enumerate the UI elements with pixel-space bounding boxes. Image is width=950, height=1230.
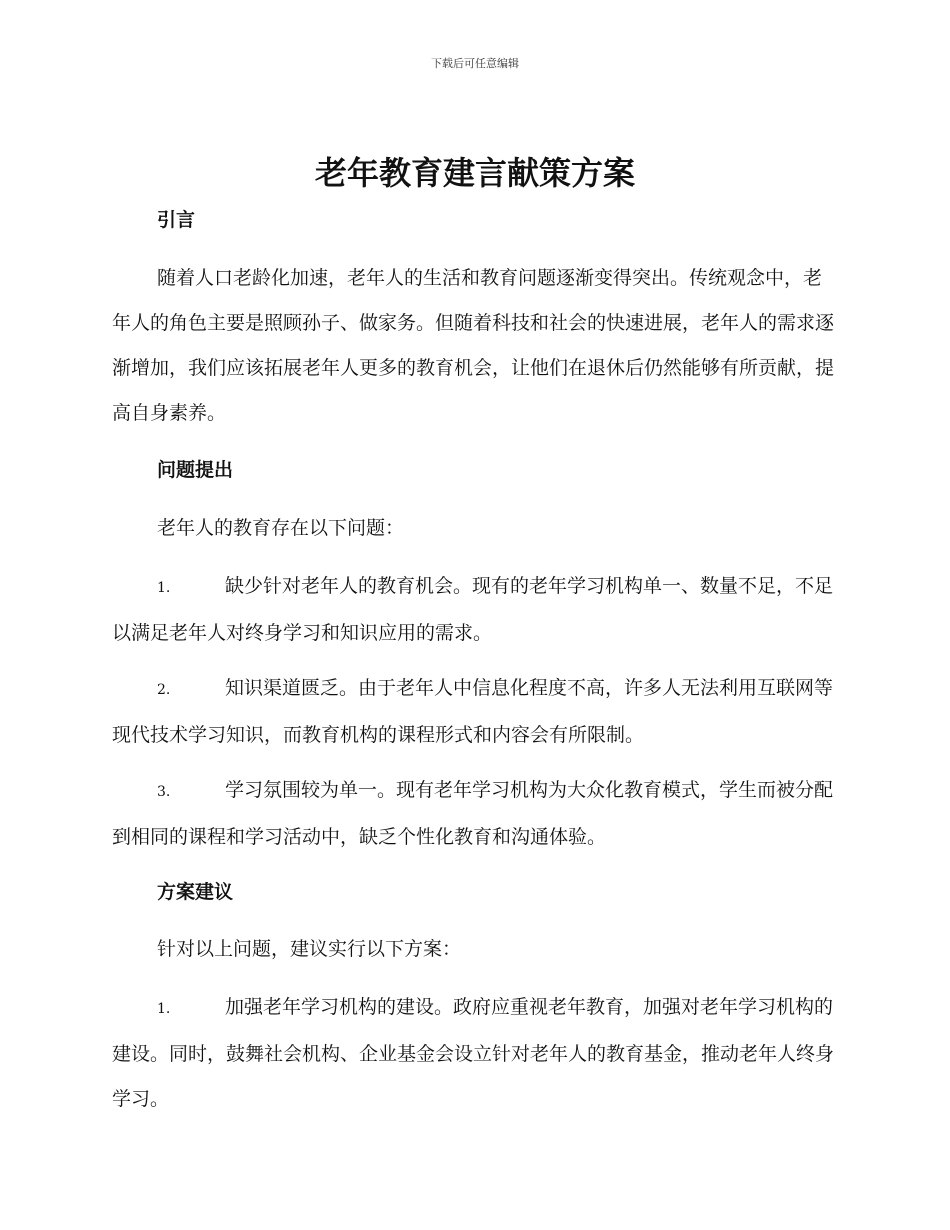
section-heading-intro: 引言 (157, 209, 196, 231)
problem-item-3 (112, 768, 838, 860)
list-number: 3. (157, 784, 171, 800)
list-item-text: 缺少针对老年人的教育机会。现有的老年学习机构单一、数量不足，不足以满足老年人对终身学习和知识应用的需求。 (112, 575, 834, 644)
list-item-text: 知识渠道匮乏。由于老年人中信息化程度不高，许多人无法利用互联网等现代技术学习知识，而教育机构的课程形式和内容会有所限制。 (112, 677, 834, 746)
problems-lead-block (112, 506, 838, 551)
proposals-lead: 针对以上问题，建议实行以下方案： (157, 938, 462, 960)
proposal-item-1 (112, 985, 838, 1122)
problems-lead: 老年人的教育存在以下问题： (157, 517, 405, 539)
list-number: 2. (157, 682, 171, 698)
section-heading-proposals: 方案建议 (157, 881, 234, 903)
list-item-text: 学习氛围较为单一。现有老年学习机构为大众化教育模式，学生而被分配到相同的课程和学习活动中，缺乏个性化教育和沟通体验。 (112, 779, 834, 848)
header-note: 下载后可任意编辑 (431, 57, 519, 70)
document-title: 老年教育建言献策方案 (314, 154, 635, 192)
intro-paragraph-block (112, 256, 838, 436)
problem-item-1 (112, 564, 838, 656)
list-number: 1. (157, 1001, 171, 1017)
list-item-text: 加强老年学习机构的建设。政府应重视老年教育，加强对老年学习机构的建设。同时，鼓舞社会机构、企业基金会设立针对老年人的教育基金，推动老年人终身学习。 (112, 996, 835, 1110)
proposals-lead-block (112, 927, 838, 972)
list-number: 1. (157, 580, 171, 596)
section-heading-problems: 问题提出 (157, 459, 234, 481)
problem-item-2 (112, 666, 838, 758)
intro-paragraph: 随着人口老龄化加速，老年人的生活和教育问题逐渐变得突出。传统观念中，老年人的角色主要是照顾孙子、做家务。但随着科技和社会的快速进展，老年人的需求逐渐增加，我们应该拓展老年人更多的教育机会，让他们在退休后仍然能够有所贡献，提高自身素养。 (112, 267, 835, 424)
